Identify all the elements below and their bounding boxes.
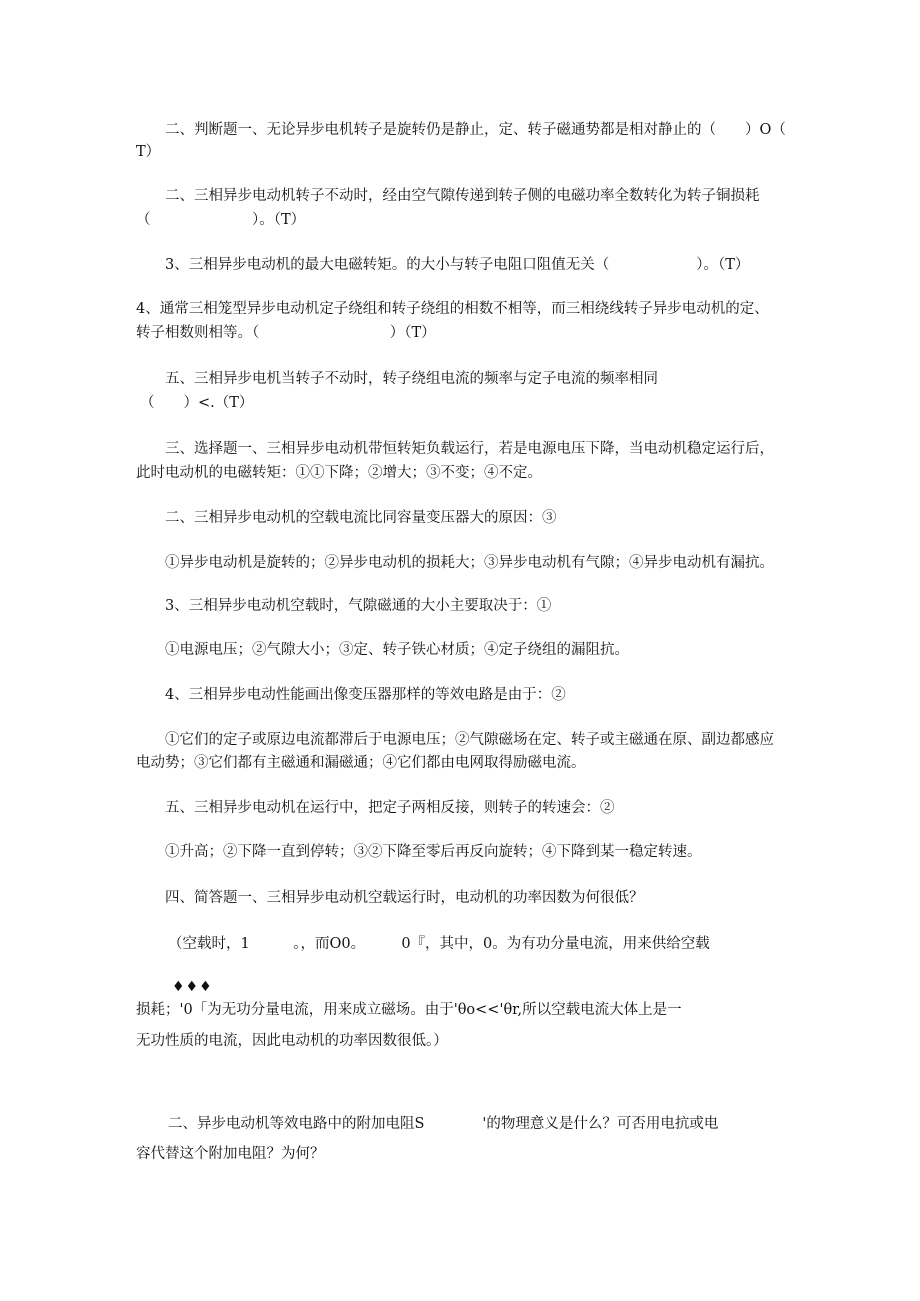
- choice-q2-options: ①异步电动机是旋转的；②异步电动机的损耗大；③异步电动机有气隙；④异步电动机有漏抗。: [165, 555, 774, 571]
- judgment-q1-line1: 二、判断题一、无论异步电机转子是旋转仍是静止，定、转子磁通势都是相对静止的（ ）O（: [165, 122, 786, 138]
- choice-q5-options: ①升高；②下降一直到停转；③②下降至零后再反向旋转；④下降到某一稳定转速。: [165, 844, 702, 860]
- judgment-q4-line1: 4、通常三相笼型异步电动机定子绕组和转子绕组的相数不相等，而三相绕线转子异步电动机的定、: [136, 301, 769, 317]
- choice-q4-question: 4、三相异步电动性能画出像变压器那样的等效电路是由于：②: [165, 687, 566, 703]
- choice-q5-question: 五、三相异步电动机在运行中，把定子两相反接，则转子的转速会：②: [165, 800, 615, 816]
- choice-q1-line2: 此时电动机的电磁转矩：①①下降；②增大；③不变；④不定。: [136, 465, 542, 481]
- choice-q3-question: 3、三相异步电动机空载时，气隙磁通的大小主要取决于：①: [165, 598, 552, 614]
- judgment-q4-line2: 转子相数则相等。（ ）（T）: [136, 325, 436, 341]
- choice-q4-options-line1: ①它们的定子或原边电流都滞后于电源电压；②气隙磁场在定、转子或主磁通在原、副边都感应: [165, 732, 774, 748]
- choice-q4-options-line2: 电动势；③它们都有主磁通和漏磁通；④它们都由电网取得励磁电流。: [136, 755, 586, 771]
- short-q2-line1: 二、异步电动机等效电路中的附加电阻S '的物理意义是什么？可否用电抗或电: [168, 1116, 719, 1132]
- judgment-q3-line1: 3、三相异步电动机的最大电磁转矩。的大小与转子电阻口阻值无关（ ）。（T）: [165, 257, 750, 273]
- short-q1-question: 四、简答题一、三相异步电动机空载运行时，电动机的功率因数为何很低？: [165, 890, 644, 906]
- short-q1-answer-line1: （空载时，1 。，而O0。 0『，其中，0。为有功分量电流，用来供给空载: [168, 936, 710, 952]
- short-q1-answer-line3: 无功性质的电流，因此电动机的功率因数很低。）: [136, 1033, 448, 1049]
- short-q1-answer-line2: 损耗；'0「为无功分量电流，用来成立磁场。由于'θo<<'θr,所以空载电流大体上是一: [136, 1002, 682, 1018]
- judgment-q2-line1: 二、三相异步电动机转子不动时，经由空气隙传递到转子侧的电磁功率全数转化为转子铜损耗: [165, 188, 760, 204]
- judgment-q5-line1: 五、三相异步电机当转子不动时，转子绕组电流的频率与定子电流的频率相同: [165, 371, 658, 387]
- short-q1-symbols: ♦♦♦: [172, 979, 213, 995]
- judgment-q1-line2: T）: [136, 144, 161, 160]
- choice-q3-options: ①电源电压；②气隙大小；③定、转子铁心材质；④定子绕组的漏阻抗。: [165, 642, 629, 658]
- judgment-q5-line2: （ ）<.（T）: [140, 395, 254, 411]
- short-q2-line2: 容代替这个附加电阻？为何？: [136, 1146, 325, 1162]
- choice-q2-question: 二、三相异步电动机的空载电流比同容量变压器大的原因：③: [165, 510, 557, 526]
- judgment-q2-line2: （ ）。（T）: [136, 212, 306, 228]
- choice-q1-line1: 三、选择题一、三相异步电动机带恒转矩负载运行，若是电源电压下降，当电动机稳定运行后，: [165, 441, 774, 457]
